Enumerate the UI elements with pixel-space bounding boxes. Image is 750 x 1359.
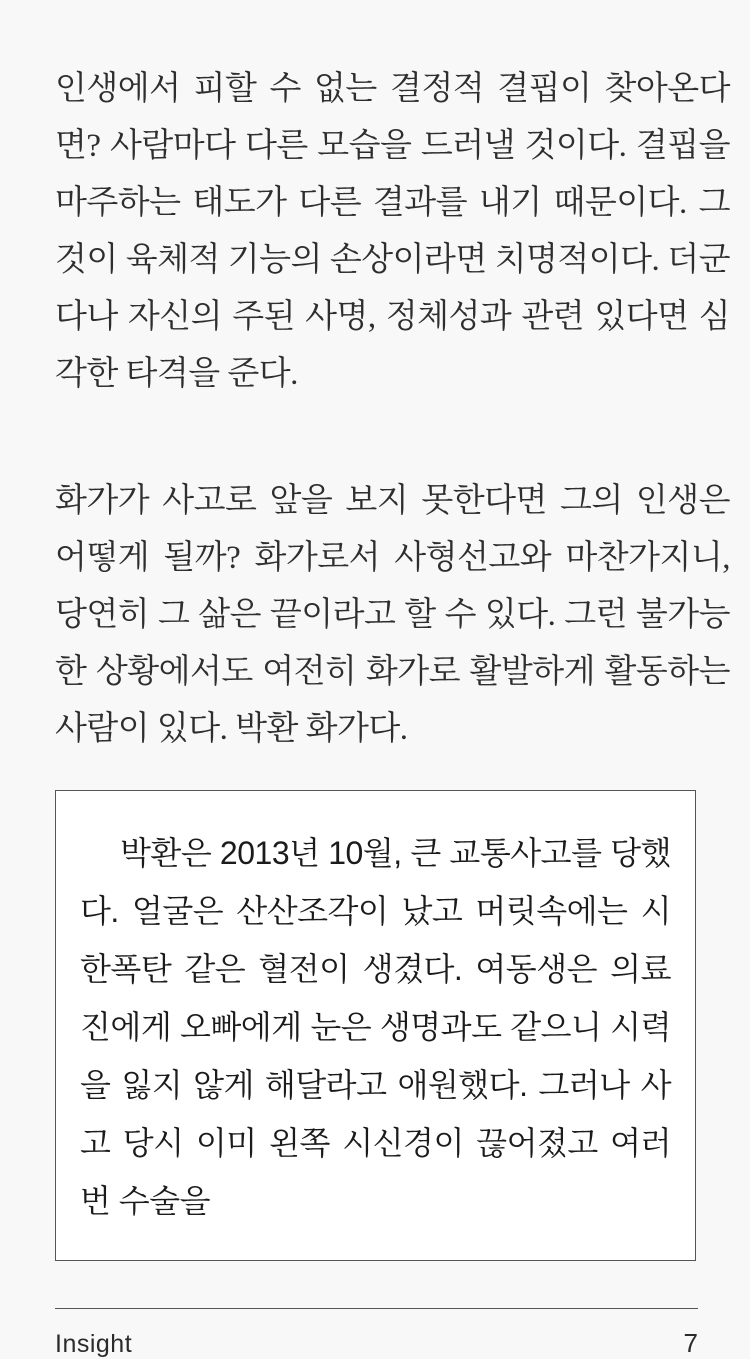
paragraph: 인생에서 피할 수 없는 결정적 결핍이 찾아온다면? 사람마다 다른 모습을 드러낼 것이다. 결핍을 마주하는 태도가 다른 결과를 내기 때문이다. 그것이 육체적 기능의 손상이라면 치명적이다. 더군다나 자신의 주된 사명, 정체성과 관련 있다면 심각한 타격을 준다.	[55, 71, 730, 392]
paragraph: 화가가 사고로 앞을 보지 못한다면 그의 인생은 어떻게 될까? 화가로서 사형선고와 마찬가지니, 당연히 그 삶은 끝이라고 할 수 있다. 그런 불가능한 상황에서도 여전히 화가로 활발하게 활동하는 사람이 있다. 박환 화가다.	[55, 483, 730, 747]
footer-divider	[55, 1308, 698, 1309]
quote-text: 박환은 2013년 10월, 큰 교통사고를 당했다. 얼굴은 산산조각이 났고 머릿속에는 시한폭탄 같은 혈전이 생겼다. 여동생은 의료진에게 오빠에게 눈은 생명과도 같으니 시력을 잃지 않게 해달라고 애원했다. 그러나 사고 당시 이미 왼쪽 시신경이 끊어졌고 여러 번 수술을	[80, 835, 671, 1219]
body-text	[55, 61, 730, 758]
page-number: 7	[683, 1328, 698, 1358]
page-footer	[55, 1308, 698, 1359]
book-title: Insight	[55, 1330, 133, 1358]
footer-row	[55, 1328, 698, 1359]
quote-box	[55, 790, 696, 1261]
